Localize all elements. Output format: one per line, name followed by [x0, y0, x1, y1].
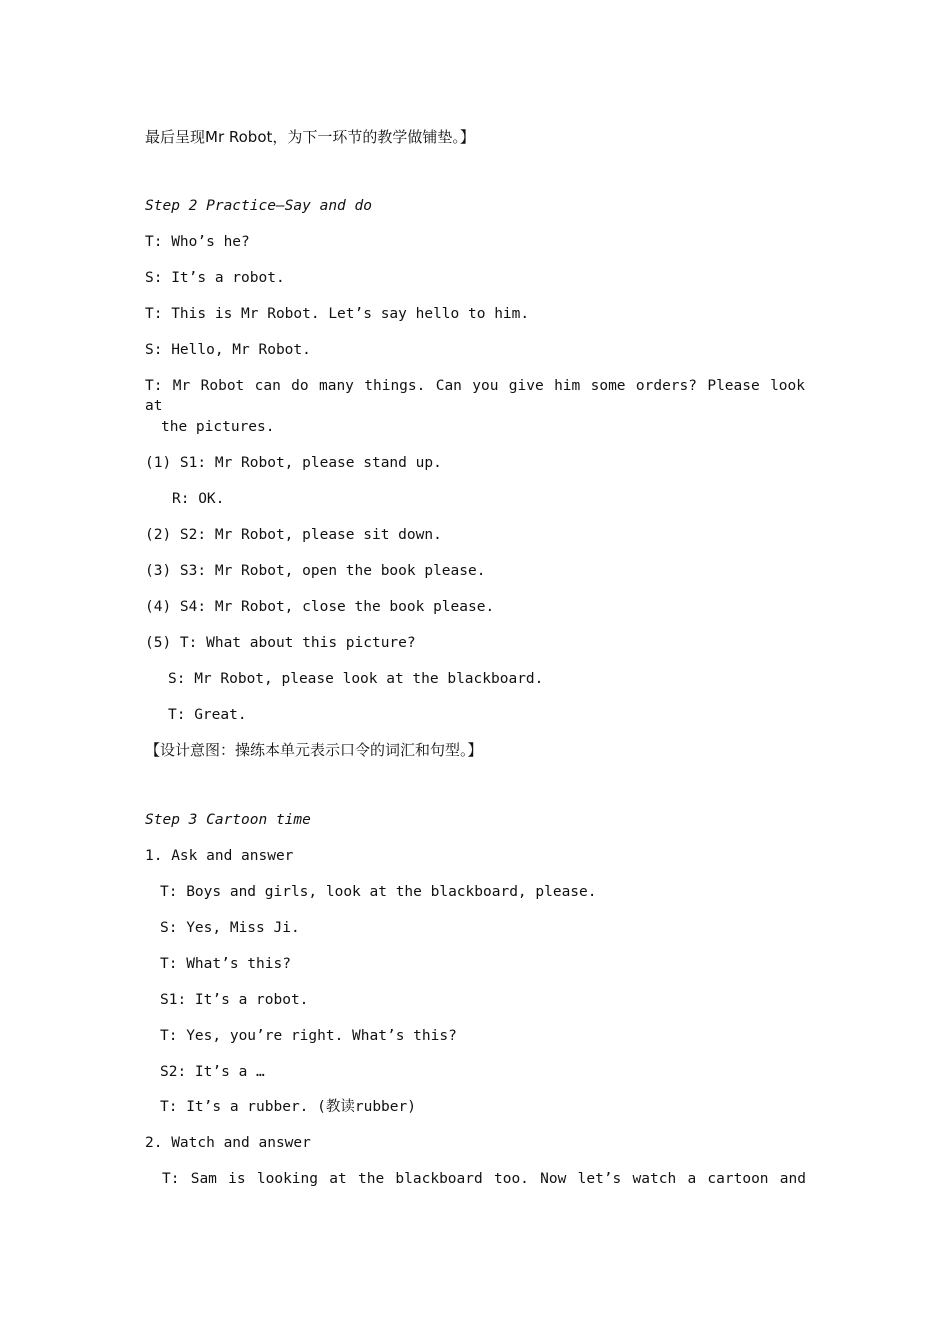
- dialogue-line: T: Yes, you’re right. What’s this?: [160, 1028, 457, 1044]
- item1-title: 1. Ask and answer: [145, 848, 294, 864]
- dialogue-line: S: Yes, Miss Ji.: [160, 920, 300, 936]
- dialogue-line: S2: It’s a …: [160, 1064, 265, 1080]
- practice-reply: R: OK.: [172, 491, 225, 507]
- dialogue-line: T: What’s this?: [160, 956, 291, 972]
- dialogue-line: T: It’s a rubber. (教读rubber): [160, 1099, 416, 1115]
- dialogue-line: T: Sam is looking at the blackboard too. Now let’s watch a cartoon and: [162, 1171, 806, 1187]
- practice-item: (3) S3: Mr Robot, open the book please.: [145, 563, 486, 579]
- dialogue-line: S: Hello, Mr Robot.: [145, 342, 311, 358]
- design-intent-note: 【设计意图：操练本单元表示口令的词汇和句型。】: [145, 741, 483, 759]
- dialogue-line-continuation: the pictures.: [161, 419, 275, 435]
- practice-item: (4) S4: Mr Robot, close the book please.: [145, 599, 495, 615]
- item2-title: 2. Watch and answer: [145, 1135, 311, 1151]
- dialogue-line: T: This is Mr Robot. Let’s say hello to him.: [145, 306, 530, 322]
- practice-item: (1) S1: Mr Robot, please stand up.: [145, 455, 442, 471]
- step2-heading: Step 2 Practice—Say and do: [145, 198, 372, 214]
- dialogue-line: T: Mr Robot can do many things. Can you give him some orders? Please look at: [145, 378, 805, 414]
- practice-reply: S: Mr Robot, please look at the blackboard.: [168, 671, 544, 687]
- dialogue-line: S1: It’s a robot.: [160, 992, 309, 1008]
- dialogue-line: S: It’s a robot.: [145, 270, 285, 286]
- practice-item: (5) T: What about this picture?: [145, 635, 416, 651]
- practice-reply: T: Great.: [168, 707, 247, 723]
- intro-note-end: 最后呈现Mr Robot，为下一环节的教学做铺垫。】: [145, 128, 475, 146]
- step3-heading: Step 3 Cartoon time: [145, 812, 311, 828]
- dialogue-line: T: Who’s he?: [145, 234, 250, 250]
- dialogue-line: T: Boys and girls, look at the blackboard, please.: [160, 884, 597, 900]
- practice-item: (2) S2: Mr Robot, please sit down.: [145, 527, 442, 543]
